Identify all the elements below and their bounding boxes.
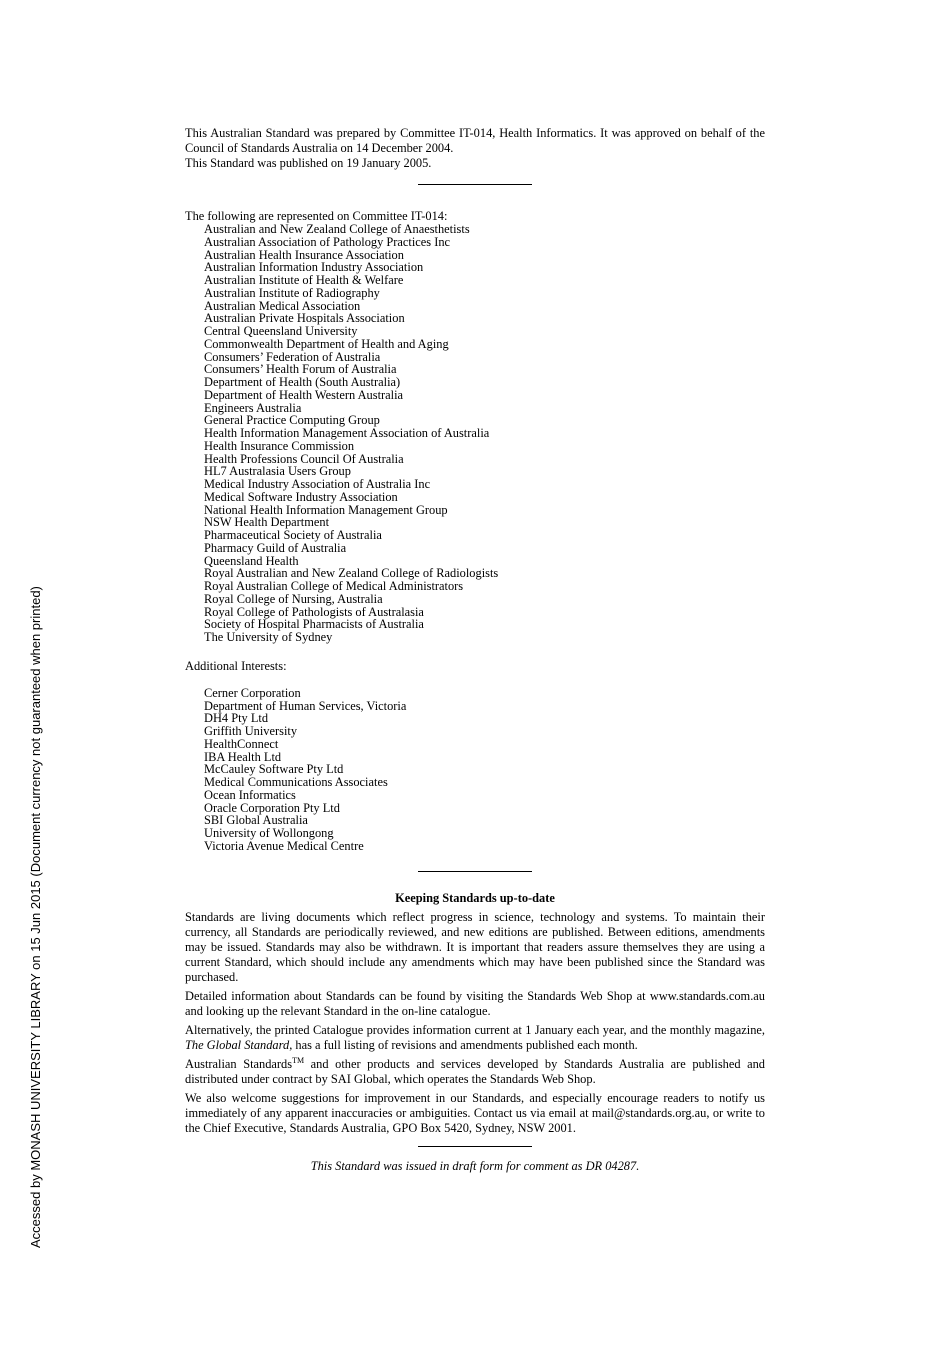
committee-item: The University of Sydney [204,630,333,644]
additional-item: Ocean Informatics [204,787,296,802]
additional-item: Victoria Avenue Medical Centre [204,838,364,853]
additional-heading: Additional Interests: [185,658,287,673]
committee-item: Department of Health (South Australia) [204,375,401,389]
committee-item: Australian Medical Association [204,298,361,313]
additional-item: Medical Communications Associates [204,775,388,789]
committee-item: Department of Health Western Australia [204,387,404,402]
keeping-paragraph-4 [185,1057,765,1087]
trademark-mark: TM [292,1055,305,1065]
footer-note: This Standard was issued in draft form for comment as DR 04287. [310,1158,640,1173]
p4-text: Australian Standards [185,1056,293,1071]
committee-list [185,223,765,644]
committee-item: Royal Australian and New Zealand College of Radiologists [204,566,499,581]
committee-item: National Health Information Management Group [204,502,448,517]
additional-item: McCauley Software Pty Ltd [204,762,344,777]
additional-item: HealthConnect [204,736,279,751]
committee-item: Health Information Management Association of Australia [204,426,490,440]
committee-item: Australian Institute of Radiography [204,285,380,300]
intro-published: This Standard was published on 19 January 2005. [185,156,432,170]
committee-item: Consumers’ Health Forum of Australia [204,362,397,377]
divider [418,871,532,872]
additional-item: Cerner Corporation [204,685,301,700]
divider [418,184,532,185]
committee-item: Royal College of Nursing, Australia [204,591,383,606]
committee-item: Australian Information Industry Association [204,260,424,275]
committee-item: Australian and New Zealand College of Anaesthetists [204,222,470,236]
keeping-paragraph-2: Detailed information about Standards can be found by visiting the Standards Web Shop at www.standards.com.au and looking up the relevant Standard in the on-line catalogue. [185,988,765,1018]
additional-item: SBI Global Australia [204,813,308,828]
additional-item: Department of Human Services, Victoria [204,698,407,713]
committee-item: Queensland Health [204,553,299,568]
keeping-paragraph-3 [185,1023,765,1053]
global-standard-title: The Global Standard [185,1037,290,1052]
committee-item: Society of Hospital Pharmacists of Australia [204,617,424,632]
document-page [185,126,765,1174]
additional-item: Griffith University [204,724,298,738]
committee-item: Pharmaceutical Society of Australia [204,528,382,542]
intro-approval: This Australian Standard was prepared by Committee IT-014, Health Informatics. It was approved on behalf of the Council of Standards Australia on 14 December 2004. [185,126,765,155]
committee-item: Commonwealth Department of Health and Aging [204,336,449,351]
committee-item: Royal College of Pathologists of Australasia [204,604,424,619]
committee-item: Medical Software Industry Association [204,489,398,504]
committee-item: Australian Institute of Health & Welfare [204,273,404,287]
committee-heading: The following are represented on Committee IT-014: [185,209,448,223]
keeping-paragraph-5: We also welcome suggestions for improvement in our Standards, and especially encourage readers to notify us immediately of any apparent inaccuracies or ambiguities. Contact us via email at mail@standards.org.au, or write to the Chief Executive, Standards Australia, GPO Box 5420, Sydney, NSW 2001. [185,1090,765,1135]
committee-item: General Practice Computing Group [204,413,380,428]
p3-text: Alternatively, the printed Catalogue provides information current at 1 January each year, and the monthly magazine, [185,1022,765,1037]
committee-item: Health Professions Council Of Australia [204,451,404,466]
committee-item: Australian Private Hospitals Association [204,311,405,326]
additional-list [185,687,765,853]
committee-item: HL7 Australasia Users Group [204,464,351,479]
committee-item: Engineers Australia [204,400,302,415]
additional-item: DH4 Pty Ltd [204,711,269,726]
committee-item: Pharmacy Guild of Australia [204,540,347,555]
committee-item: Consumers’ Federation of Australia [204,349,381,364]
committee-item: Health Insurance Commission [204,438,355,453]
keeping-heading: Keeping Standards up-to-date [395,890,555,905]
committee-item: NSW Health Department [204,515,330,530]
additional-item: University of Wollongong [204,826,334,840]
additional-item: Oracle Corporation Pty Ltd [204,800,340,815]
p3-text-end: , has a full listing of revisions and amendments published each month. [289,1037,638,1052]
additional-item: IBA Health Ltd [204,749,282,764]
committee-item: Australian Association of Pathology Practices Inc [204,234,451,249]
access-watermark: Accessed by MONASH UNIVERSITY LIBRARY on 15 Jun 2015 (Document currency not guaranteed when printed) [28,586,43,1248]
keeping-paragraph-1: Standards are living documents which reflect progress in science, technology and systems. To maintain their currency, all Standards are periodically reviewed, and new editions are published. Between editions, amendments may be issued. Standards may also be withdrawn. It is important that readers assure themselves they are using a current Standard, which should include any amendments which may have been published since the Standard was purchased. [185,909,765,984]
committee-item: Royal Australian College of Medical Administrators [204,579,464,593]
divider [418,1146,532,1147]
committee-item: Australian Health Insurance Association [204,247,404,262]
p4-text-end: and other products and services developed by Standards Australia are published and distributed under contract by SAI Global, which operates the Standards Web Shop. [185,1056,766,1086]
committee-item: Central Queensland University [204,324,358,338]
committee-item: Medical Industry Association of Australia Inc [204,477,431,491]
